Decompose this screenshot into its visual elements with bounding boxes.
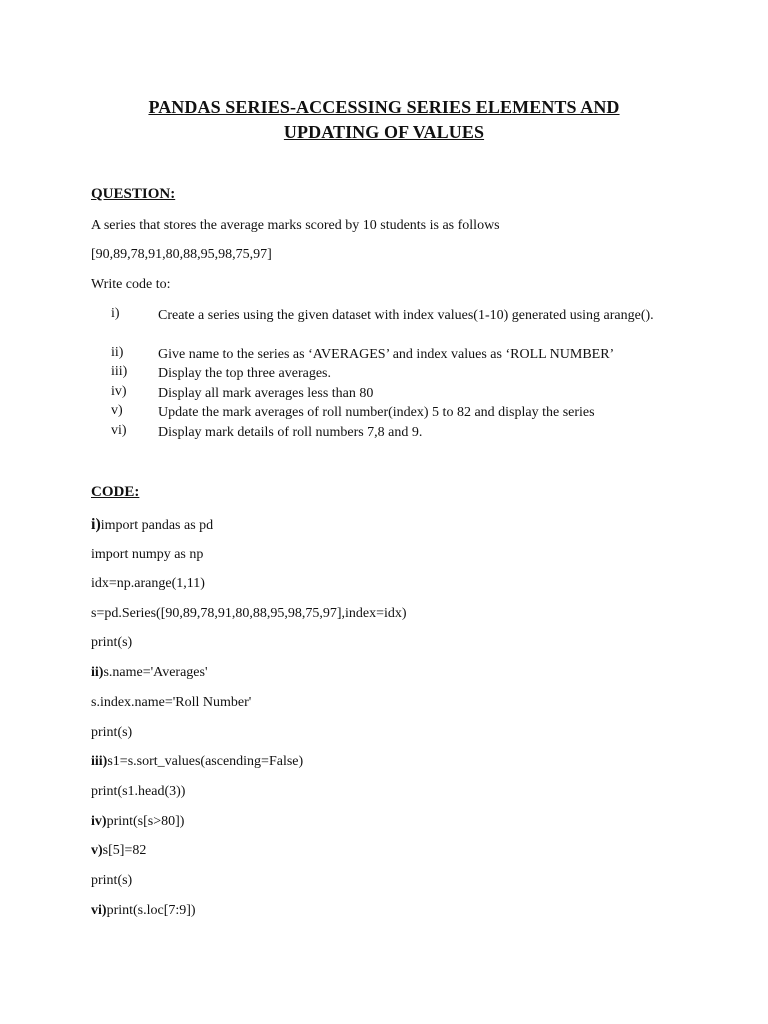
- code-text: s.index.name='Roll Number': [91, 695, 252, 710]
- question-heading: QUESTION:: [91, 186, 176, 202]
- code-line: [91, 814, 184, 830]
- code-text: s.name='Averages': [103, 665, 208, 680]
- item-number: vi): [111, 423, 127, 438]
- code-text: s1=s.sort_values(ascending=False): [107, 754, 304, 769]
- code-text: print(s[s>80]): [106, 814, 185, 829]
- code-label: iii): [91, 754, 108, 769]
- item-text: Display the top three averages.: [158, 366, 331, 381]
- item-number: i): [111, 306, 120, 321]
- item-text: Create a series using the given dataset with index values(1-10) generated using arange().: [158, 308, 654, 323]
- code-heading: CODE:: [91, 484, 140, 500]
- code-text: import numpy as np: [91, 547, 204, 562]
- code-line: [91, 576, 205, 592]
- code-line: [91, 516, 213, 534]
- code-text: s[5]=82: [102, 843, 147, 858]
- title-line-1: PANDAS SERIES-ACCESSING SERIES ELEMENTS AND: [148, 97, 620, 117]
- item-text: Display all mark averages less than 80: [158, 386, 374, 401]
- question-write: Write code to:: [91, 277, 171, 292]
- code-text: idx=np.arange(1,11): [91, 576, 205, 591]
- title-line-2: UPDATING OF VALUES: [283, 122, 485, 142]
- code-line: [91, 843, 146, 859]
- code-line: [91, 695, 251, 711]
- code-label: vi): [91, 903, 107, 918]
- code-text: s=pd.Series([90,89,78,91,80,88,95,98,75,97],index=idx): [91, 606, 407, 621]
- code-text: import pandas as pd: [100, 518, 214, 533]
- code-line: [91, 606, 407, 622]
- code-text: print(s.loc[7:9]): [106, 903, 196, 918]
- item-number: iv): [111, 384, 127, 399]
- question-dataset: [90,89,78,91,80,88,95,98,75,97]: [91, 247, 272, 262]
- code-text: print(s): [91, 725, 133, 740]
- code-label: ii): [91, 665, 104, 680]
- code-line: [91, 547, 203, 563]
- code-text: print(s1.head(3)): [91, 784, 186, 799]
- code-line: [91, 725, 132, 741]
- code-line: [91, 784, 185, 800]
- code-line: [91, 635, 132, 651]
- code-label: i): [91, 516, 101, 533]
- code-label: v): [91, 843, 103, 858]
- question-intro: A series that stores the average marks scored by 10 students is as follows: [91, 218, 500, 233]
- code-text: print(s): [91, 873, 133, 888]
- item-text: Give name to the series as ‘AVERAGES’ and index values as ‘ROLL NUMBER’: [158, 347, 615, 362]
- item-text: Display mark details of roll numbers 7,8 and 9.: [158, 425, 423, 440]
- item-number: v): [111, 403, 123, 418]
- code-label: iv): [91, 814, 107, 829]
- item-text: Update the mark averages of roll number(index) 5 to 82 and display the series: [158, 405, 595, 420]
- code-line: [91, 665, 207, 681]
- code-text: print(s): [91, 635, 133, 650]
- code-line: [91, 903, 196, 919]
- code-line: [91, 754, 303, 770]
- item-number: iii): [111, 364, 128, 379]
- code-line: [91, 873, 132, 889]
- item-number: ii): [111, 345, 124, 360]
